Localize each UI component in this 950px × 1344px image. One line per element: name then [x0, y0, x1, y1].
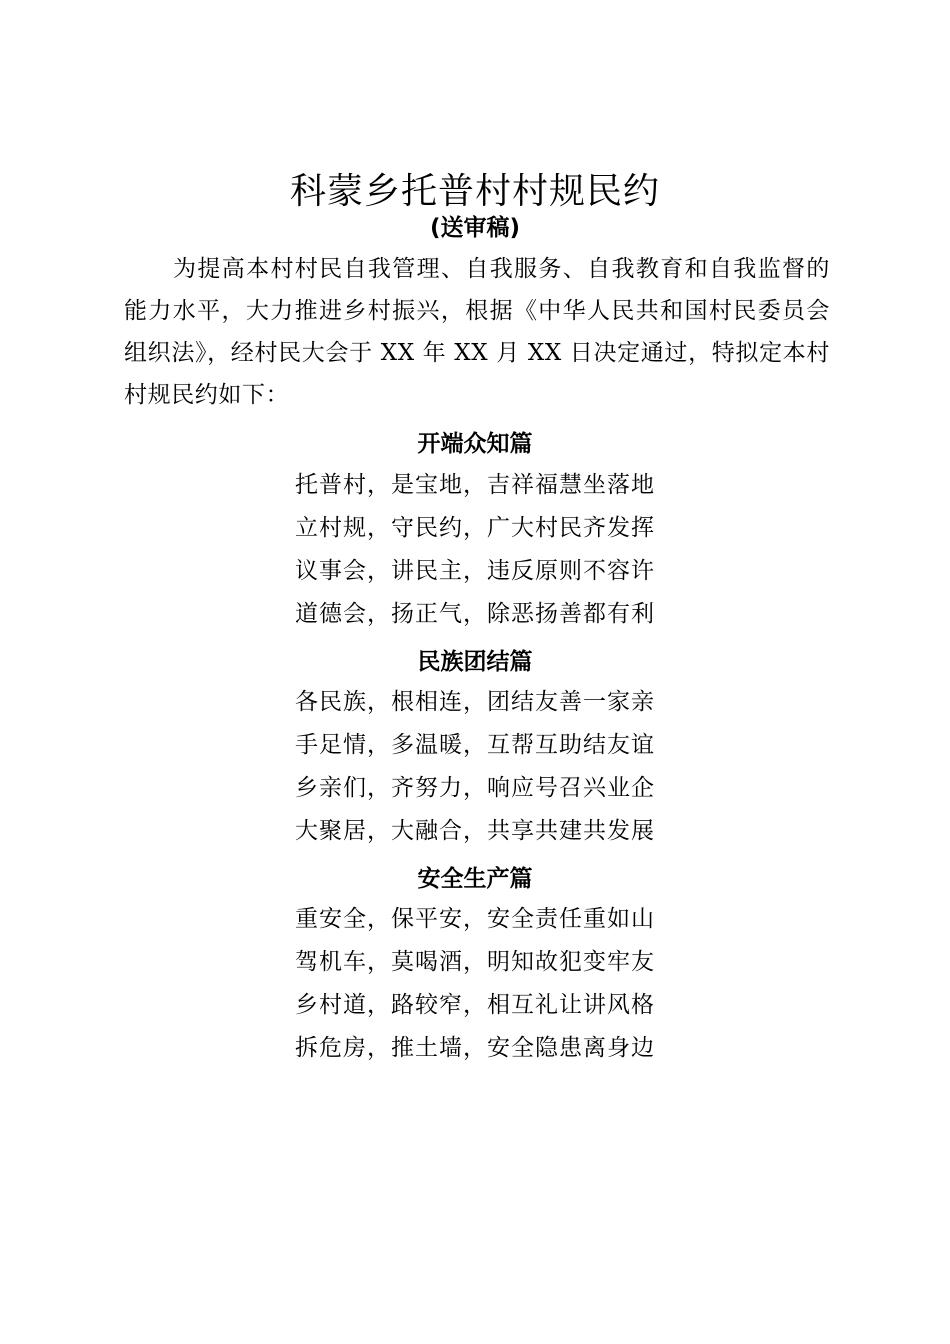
verse-line: 乡亲们，齐努力，响应号召兴业企 — [295, 775, 655, 801]
verse-line: 驾机车，莫喝酒，明知故犯变牢友 — [295, 949, 655, 975]
verse-line: 托普村，是宝地，吉祥福慧坐落地 — [295, 472, 655, 498]
section-verses-opening — [0, 464, 950, 636]
section-heading-opening: 开端众知篇 — [417, 431, 533, 457]
verse-line: 议事会，讲民主，违反原则不容许 — [295, 558, 655, 584]
intro-paragraph: 为提高本村村民自我管理、自我服务、自我教育和自我监督的能力水平，大力推进乡村振兴，根据《中华人民共和国村民委员会组织法》，经村民大会于 XX 年 XX 月 XX 日决定通过，特拟定本村村规民约如下： — [124, 256, 830, 408]
verse-line: 立村规，守民约，广大村民齐发挥 — [295, 515, 655, 541]
document-title: 科蒙乡托普村村规民约 — [289, 171, 660, 212]
section-heading-safety: 安全生产篇 — [417, 866, 533, 892]
section-heading-ethnic-unity: 民族团结篇 — [417, 649, 533, 675]
document-subtitle: (送审稿) — [429, 215, 521, 241]
verse-line: 重安全，保平安，安全责任重如山 — [295, 906, 655, 932]
section-verses-safety — [0, 898, 950, 1070]
verse-line: 拆危房，推土墙，安全隐患离身边 — [295, 1035, 655, 1061]
verse-line: 乡村道，路较窄，相互礼让讲风格 — [295, 992, 655, 1018]
section-verses-ethnic-unity — [0, 681, 950, 853]
verse-line: 手足情，多温暖，互帮互助结友谊 — [295, 732, 655, 758]
verse-line: 各民族，根相连，团结友善一家亲 — [295, 689, 655, 715]
verse-line: 大聚居，大融合，共享共建共发展 — [295, 818, 655, 844]
verse-line: 道德会，扬正气，除恶扬善都有利 — [295, 601, 655, 627]
